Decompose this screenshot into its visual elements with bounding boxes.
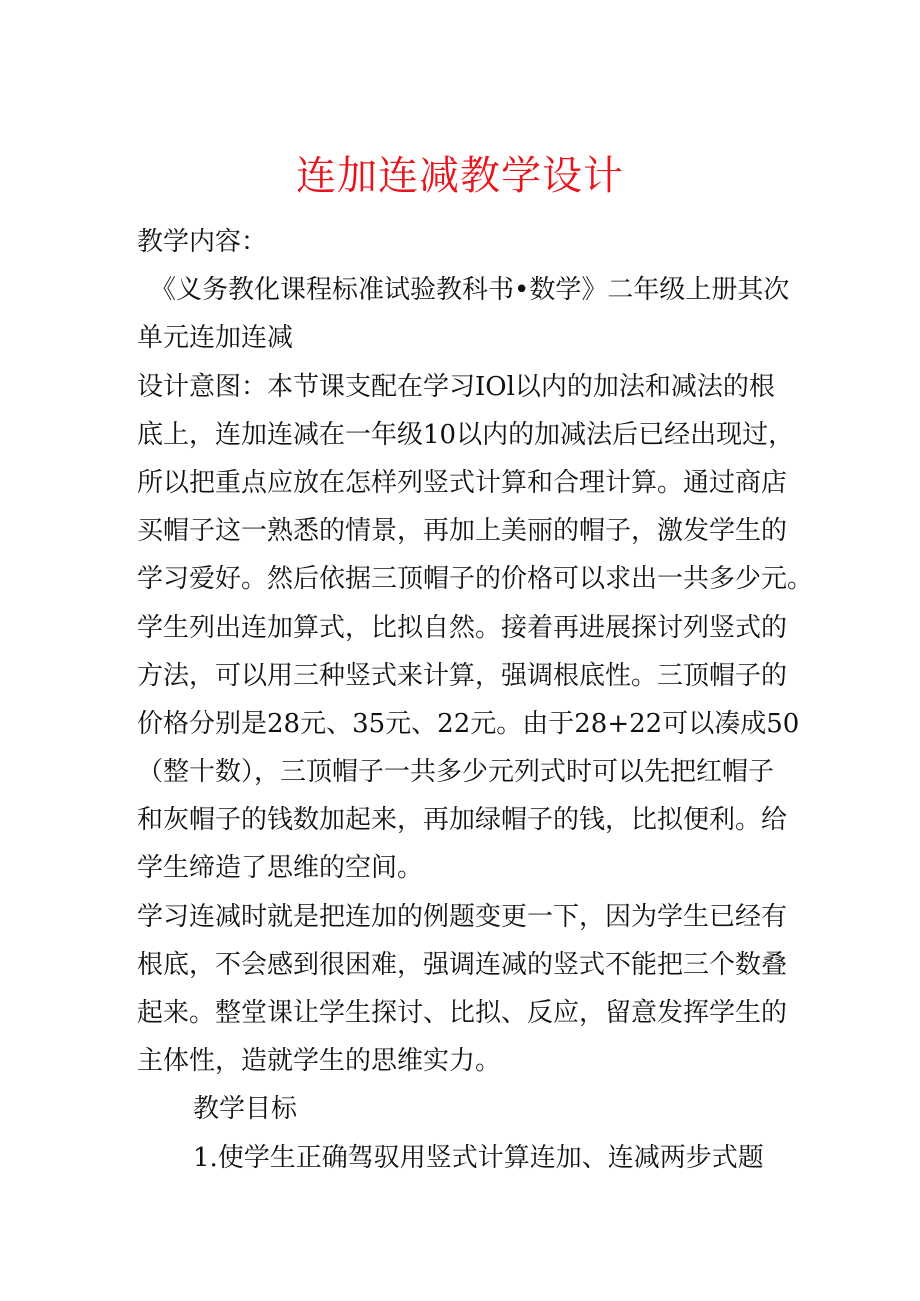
- paragraph-line: 《义务教化课程标准试验教科书•数学》二年级上册其次: [150, 275, 790, 306]
- paragraph-line: 起来。整堂课让学生探讨、比拟、反应，留意发挥学生的: [137, 998, 788, 1028]
- paragraph-line: 单元连加连减: [137, 323, 294, 354]
- paragraph-line: 价格分别是28元、35元、22元。由于28+22可以凑成50: [137, 708, 800, 739]
- paragraph-line: 设计意图：本节课支配在学习IOl以内的加法和减法的根: [137, 371, 775, 402]
- objective-item: 1.使学生正确驾驭用竖式计算连加、连减两步式题: [193, 1142, 764, 1173]
- paragraph-line: 底上，连加连减在一年级10以内的加减法后已经出现过，: [137, 419, 795, 450]
- paragraph-line: 所以把重点应放在怎样列竖式计算和合理计算。通过商店: [137, 467, 788, 498]
- document-body: [137, 218, 814, 1182]
- paragraph-line: 学习连减时就是把连加的例题变更一下，因为学生已经有: [137, 901, 788, 932]
- paragraph-line: 学生缔造了思维的空间。: [137, 853, 424, 884]
- paragraph-line: （整十数），三顶帽子一共多少元列式时可以先把红帽子: [137, 757, 775, 788]
- paragraph-line: 根底，不会感到很困难，强调连减的竖式不能把三个数叠: [137, 949, 788, 980]
- section-heading-content: 教学内容：: [137, 227, 268, 257]
- document-title: 连加连减教学设计: [296, 153, 624, 199]
- section-heading-objectives: 教学目标: [193, 1094, 298, 1125]
- paragraph-line: 学生列出连加算式，比拟自然。接着再进展探讨列竖式的: [137, 612, 788, 643]
- paragraph-line: 和灰帽子的钱数加起来，再加绿帽子的钱，比拟便利。给: [137, 805, 788, 836]
- paragraph-line: 方法，可以用三种竖式来计算，强调根底性。三顶帽子的: [137, 660, 788, 691]
- paragraph-line: 学习爱好。然后依据三顶帽子的价格可以求出一共多少元。: [137, 564, 814, 595]
- paragraph-line: 买帽子这一熟悉的情景，再加上美丽的帽子，激发学生的: [137, 516, 788, 547]
- paragraph-line: 主体性，造就学生的思维实力。: [137, 1046, 502, 1077]
